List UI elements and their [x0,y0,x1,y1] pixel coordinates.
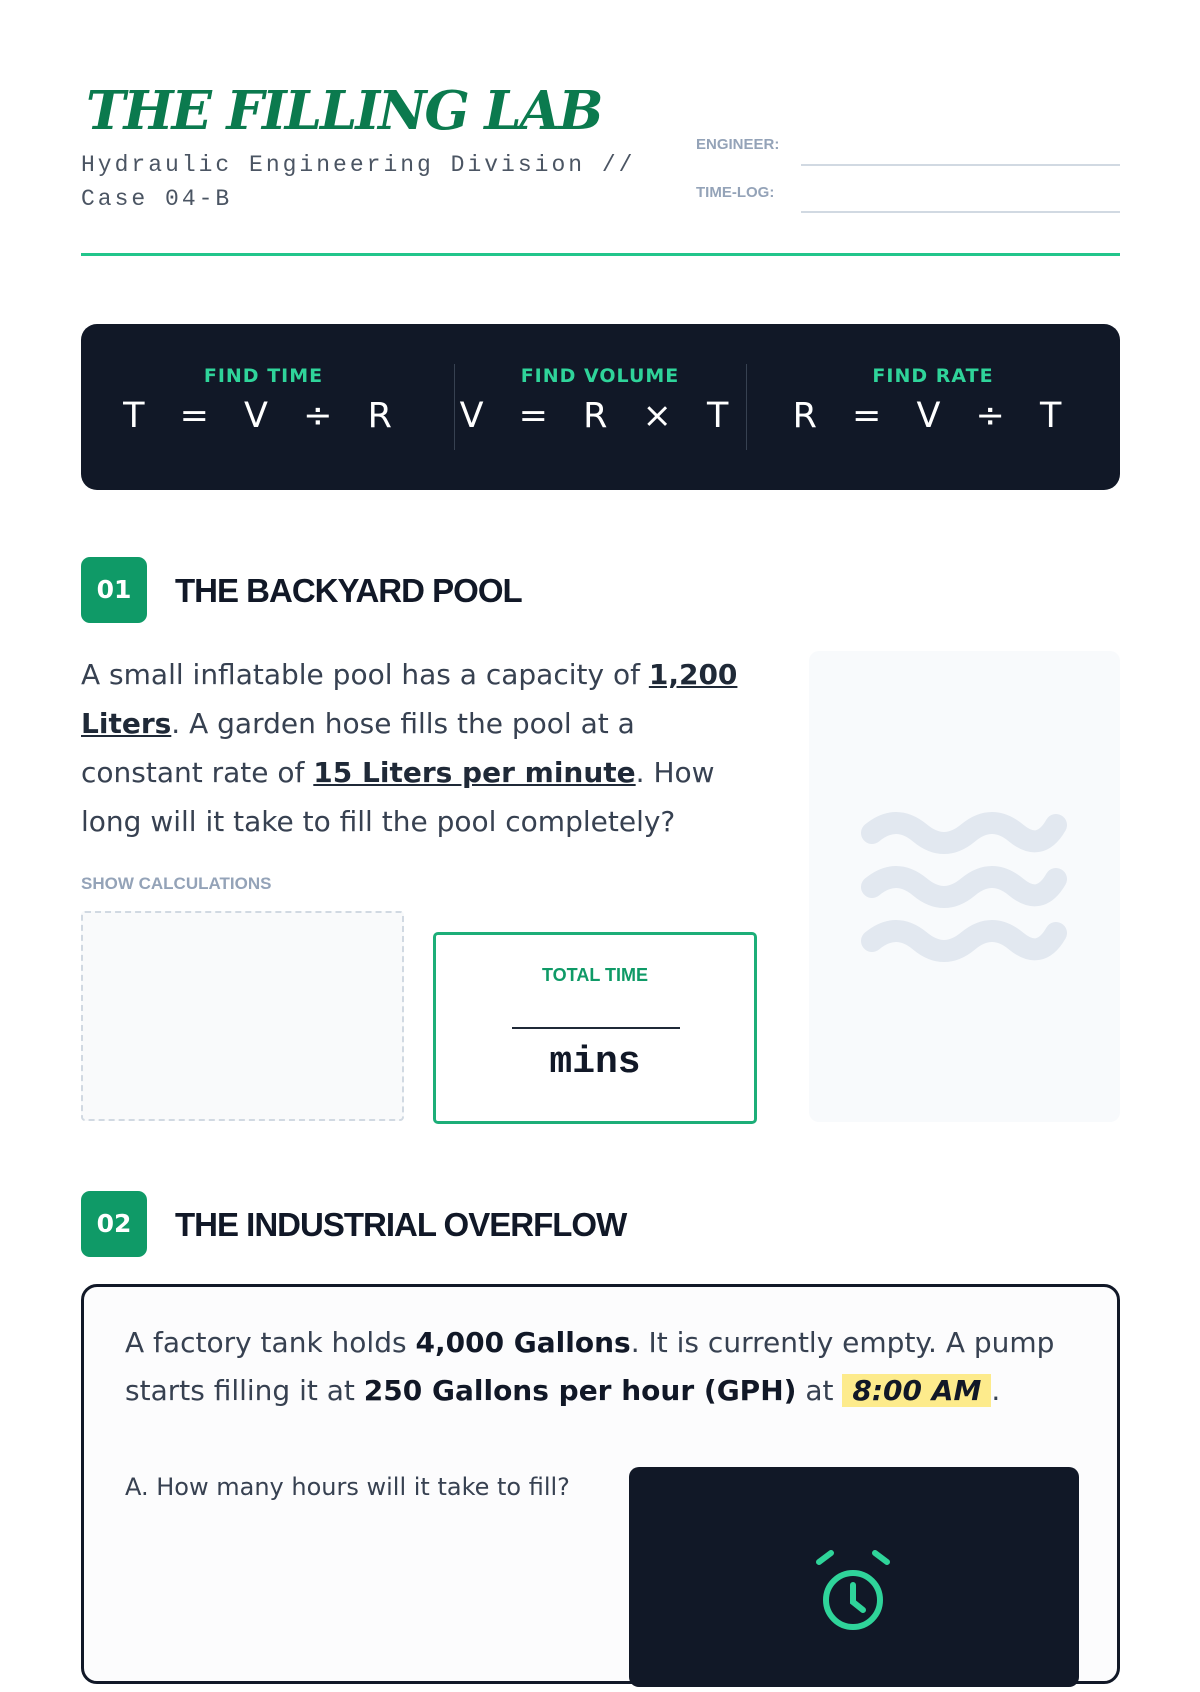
clock-illustration-panel [629,1467,1079,1687]
pool-illustration-panel [809,651,1120,1122]
problem-number-badge: 01 [81,557,147,623]
problem-title: THE INDUSTRIAL OVERFLOW [175,1206,627,1243]
header-divider [81,253,1120,256]
statement-text: . A garden hose fills the pool at a constant rate of [81,707,635,789]
calculations-work-area[interactable] [81,911,404,1121]
worksheet-page [81,0,1120,1600]
alarm-clock-icon [629,1467,1079,1687]
water-waves-icon [809,651,1120,1122]
formula-equation: R = V ÷ T [792,396,1074,436]
page-subtitle: Hydraulic Engineering Division // Case 04-B [81,152,636,212]
start-time-highlight: 8:00 AM [842,1374,991,1407]
tank-capacity: 4,000 Gallons [415,1326,631,1359]
problem-number-badge: 02 [81,1191,147,1257]
statement-text: at [796,1374,843,1407]
formula-equation: V = R × T [459,396,741,436]
problem-statement [125,1319,1075,1415]
formula-find-volume [454,324,746,490]
formula-find-time [81,324,446,490]
engineer-field[interactable] [801,164,1120,166]
question-a: A. How many hours will it take to fill? [125,1473,570,1501]
problem-statement [81,650,761,846]
answer-blank-line[interactable] [512,1027,680,1029]
calculations-label: SHOW CALCULATIONS [81,874,272,893]
answer-label: TOTAL TIME [542,965,648,985]
statement-text: . It is currently empty. A pump starts filling it at [125,1326,1055,1407]
formula-equation: T = V ÷ R [123,396,404,436]
pool-volume: 1,200 Liters [81,658,738,740]
problem-card [81,1284,1120,1684]
answer-box[interactable] [433,932,757,1124]
formula-label: FIND VOLUME [520,365,680,387]
page-title: THE FILLING LAB [86,80,602,142]
pump-rate: 250 Gallons per hour (GPH) [363,1374,797,1407]
problem-title: THE BACKYARD POOL [175,572,522,609]
answer-unit: mins [549,1041,641,1084]
statement-text: . How long will it take to fill the pool completely? [81,756,715,838]
time-log-field[interactable] [801,211,1120,213]
formula-label: FIND RATE [872,365,994,387]
engineer-label: ENGINEER: [696,136,780,153]
formula-reference-banner [81,324,1120,490]
formula-find-rate [746,324,1120,490]
formula-label: FIND TIME [203,365,324,387]
hose-rate: 15 Liters per minute [313,756,636,789]
time-log-label: TIME-LOG: [696,184,775,201]
statement-text: . [991,1374,1001,1407]
statement-text: A small inflatable pool has a capacity of [81,658,649,691]
statement-text: A factory tank holds [125,1326,416,1359]
